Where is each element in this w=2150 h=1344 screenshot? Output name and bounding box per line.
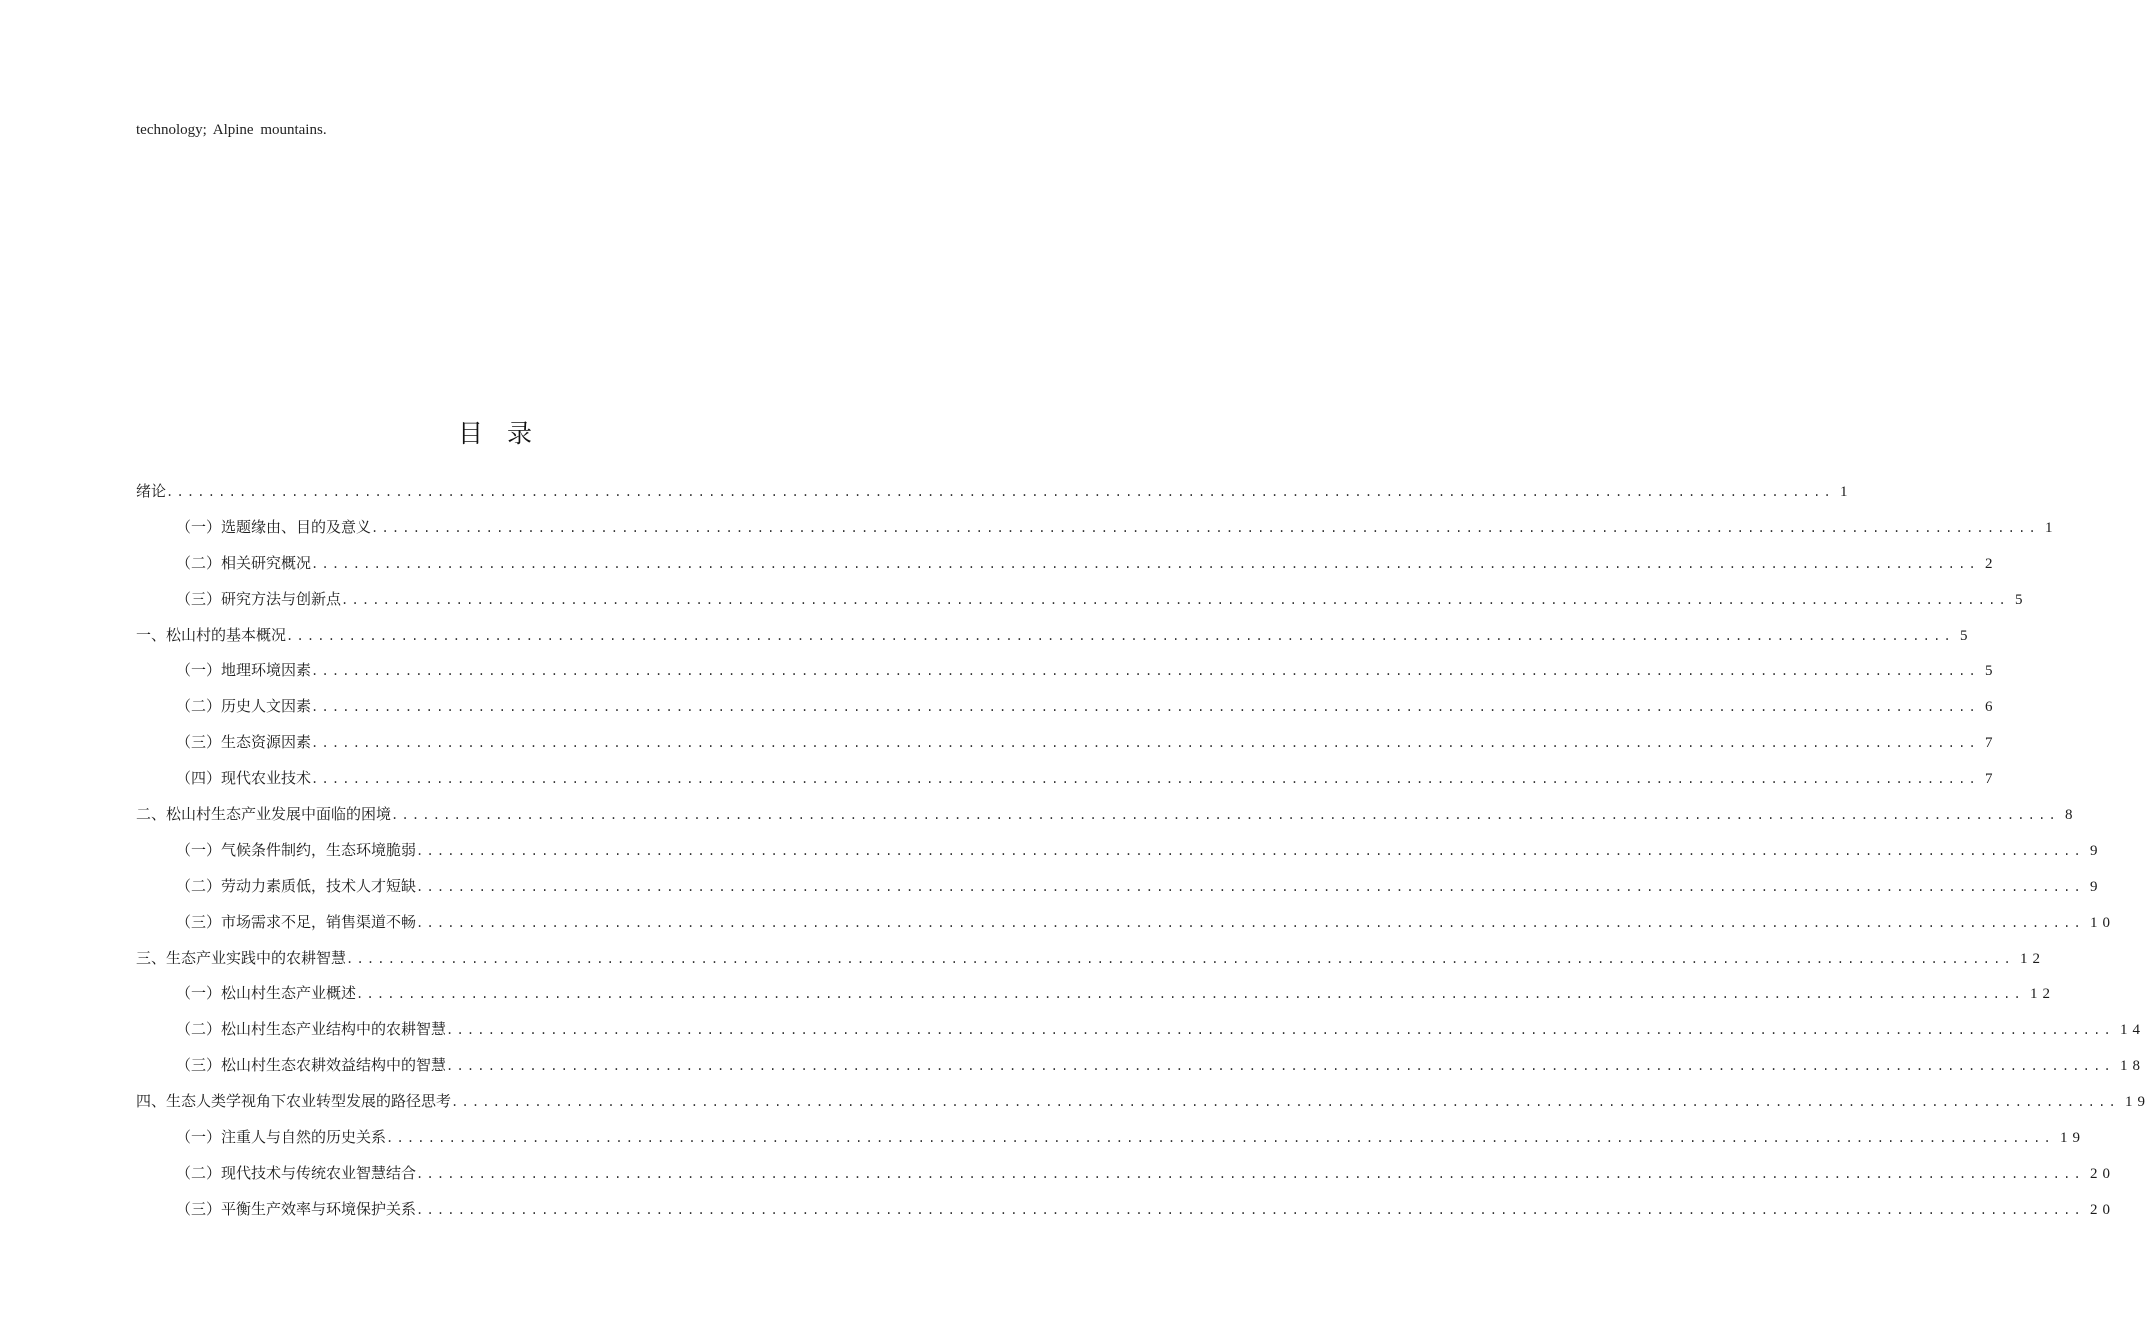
toc-dot-leader: ................................................................................................................................................................	[416, 915, 2084, 930]
toc-entry-page-number: 1	[1839, 484, 1853, 500]
toc-dot-leader: ................................................................................................................................................................	[341, 592, 2009, 607]
toc-entry-page-number: 9	[2089, 842, 2103, 859]
toc-entry-label: （三）市场需求不足，销售渠道不畅	[176, 912, 417, 931]
toc-entry[interactable]	[136, 905, 2115, 941]
toc-dot-leader: ................................................................................................................................................................	[416, 843, 2084, 858]
toc-entry-label: （一）地理环境因素	[176, 661, 312, 680]
toc-entry[interactable]	[136, 546, 1998, 582]
toc-entry[interactable]	[136, 869, 2103, 905]
toc-entry[interactable]	[136, 1012, 2145, 1048]
toc-dot-leader: ................................................................................................................................................................	[446, 1059, 2114, 1074]
toc-dot-leader: ................................................................................................................................................................	[346, 951, 2014, 966]
toc-entry-label: （三）生态资源因素	[176, 733, 312, 752]
toc-entry-page-number: 5	[1959, 627, 1973, 644]
toc-entry-page-number: 8	[2064, 807, 2078, 824]
toc-entry[interactable]	[136, 976, 2055, 1012]
toc-entry-label: （一）气候条件制约，生态环境脆弱	[176, 840, 417, 859]
toc-entry[interactable]	[136, 941, 2045, 977]
toc-dot-leader: ................................................................................................................................................................	[391, 808, 2059, 823]
toc-dot-leader: ................................................................................................................................................................	[416, 879, 2084, 894]
toc-entry-label: （二）历史人文因素	[176, 697, 312, 716]
toc-entry[interactable]	[136, 474, 1853, 510]
keywords-continuation: technology; Alpine mountains.	[136, 122, 327, 138]
toc-entry[interactable]	[136, 582, 2028, 618]
toc-entry-label: （三）松山村生态农耕效益结构中的智慧	[176, 1056, 447, 1075]
toc-entry-label: （二）现代技术与传统农业智慧结合	[176, 1163, 417, 1182]
table-of-contents	[136, 474, 2150, 1228]
toc-entry-page-number: 19	[2124, 1094, 2150, 1111]
toc-entry-label: （二）松山村生态产业结构中的农耕智慧	[176, 1020, 447, 1039]
toc-entry[interactable]	[136, 797, 2078, 833]
toc-entry-page-number: 5	[1984, 663, 1998, 680]
toc-entry-page-number: 10	[2089, 914, 2115, 931]
toc-dot-leader: ................................................................................................................................................................	[386, 1131, 2054, 1146]
toc-dot-leader: ................................................................................................................................................................	[166, 485, 1834, 499]
toc-entry-label: （三）平衡生产效率与环境保护关系	[176, 1199, 417, 1218]
toc-entry-page-number: 19	[2059, 1130, 2085, 1147]
toc-dot-leader: ................................................................................................................................................................	[356, 987, 2024, 1002]
toc-entry-page-number: 1	[2044, 519, 2058, 536]
toc-dot-leader: ................................................................................................................................................................	[371, 520, 2039, 535]
toc-entry[interactable]	[136, 833, 2103, 869]
toc-entry-page-number: 5	[2014, 591, 2028, 608]
toc-entry-page-number: 2	[1984, 555, 1998, 572]
toc-entry-label: （三）研究方法与创新点	[176, 589, 342, 608]
toc-entry-page-number: 6	[1984, 699, 1998, 716]
toc-dot-leader: ................................................................................................................................................................	[416, 1202, 2084, 1217]
toc-entry-page-number: 9	[2089, 878, 2103, 895]
toc-entry-label: 二、松山村生态产业发展中面临的困境	[136, 805, 392, 824]
toc-entry-page-number: 20	[2089, 1165, 2115, 1182]
toc-entry-label: （二）劳动力素质低，技术人才短缺	[176, 876, 417, 895]
toc-entry-label: （二）相关研究概况	[176, 553, 312, 572]
toc-entry-page-number: 18	[2119, 1058, 2145, 1075]
toc-dot-leader: ................................................................................................................................................................	[286, 628, 1954, 643]
toc-entry[interactable]	[136, 1084, 2150, 1120]
toc-dot-leader: ................................................................................................................................................................	[311, 736, 1979, 751]
toc-dot-leader: ................................................................................................................................................................	[311, 700, 1979, 715]
toc-entry-page-number: 12	[2029, 986, 2055, 1003]
toc-entry[interactable]	[136, 1048, 2145, 1084]
toc-entry[interactable]	[136, 510, 2058, 546]
toc-entry-label: （四）现代农业技术	[176, 769, 312, 788]
toc-entry-label: 四、生态人类学视角下农业转型发展的路径思考	[136, 1092, 452, 1111]
toc-title: 目 录	[458, 419, 540, 448]
toc-entry-label: 一、松山村的基本概况	[136, 625, 287, 644]
toc-entry-page-number: 20	[2089, 1201, 2115, 1218]
toc-entry-label: （一）注重人与自然的历史关系	[176, 1128, 387, 1147]
toc-entry[interactable]	[136, 725, 1998, 761]
toc-entry-label: （一）松山村生态产业概述	[176, 984, 357, 1003]
toc-entry-label: 三、生态产业实践中的农耕智慧	[136, 948, 347, 967]
toc-dot-leader: ................................................................................................................................................................	[311, 664, 1979, 679]
toc-entry[interactable]	[136, 1156, 2115, 1192]
toc-dot-leader: ................................................................................................................................................................	[451, 1095, 2119, 1110]
toc-entry[interactable]	[136, 1192, 2115, 1228]
toc-dot-leader: ................................................................................................................................................................	[311, 556, 1979, 571]
toc-dot-leader: ................................................................................................................................................................	[416, 1166, 2084, 1181]
toc-entry-page-number: 7	[1984, 735, 1998, 752]
toc-entry[interactable]	[136, 689, 1998, 725]
toc-dot-leader: ................................................................................................................................................................	[311, 772, 1979, 787]
toc-entry-label: 绪论	[136, 482, 167, 500]
toc-dot-leader: ................................................................................................................................................................	[446, 1023, 2114, 1038]
toc-entry[interactable]	[136, 653, 1998, 689]
toc-entry-page-number: 7	[1984, 771, 1998, 788]
toc-entry-page-number: 12	[2019, 950, 2045, 967]
toc-entry[interactable]	[136, 761, 1998, 797]
toc-entry-page-number: 14	[2119, 1022, 2145, 1039]
toc-entry[interactable]	[136, 1120, 2085, 1156]
toc-entry[interactable]	[136, 618, 1973, 654]
toc-entry-label: （一）选题缘由、目的及意义	[176, 517, 372, 536]
